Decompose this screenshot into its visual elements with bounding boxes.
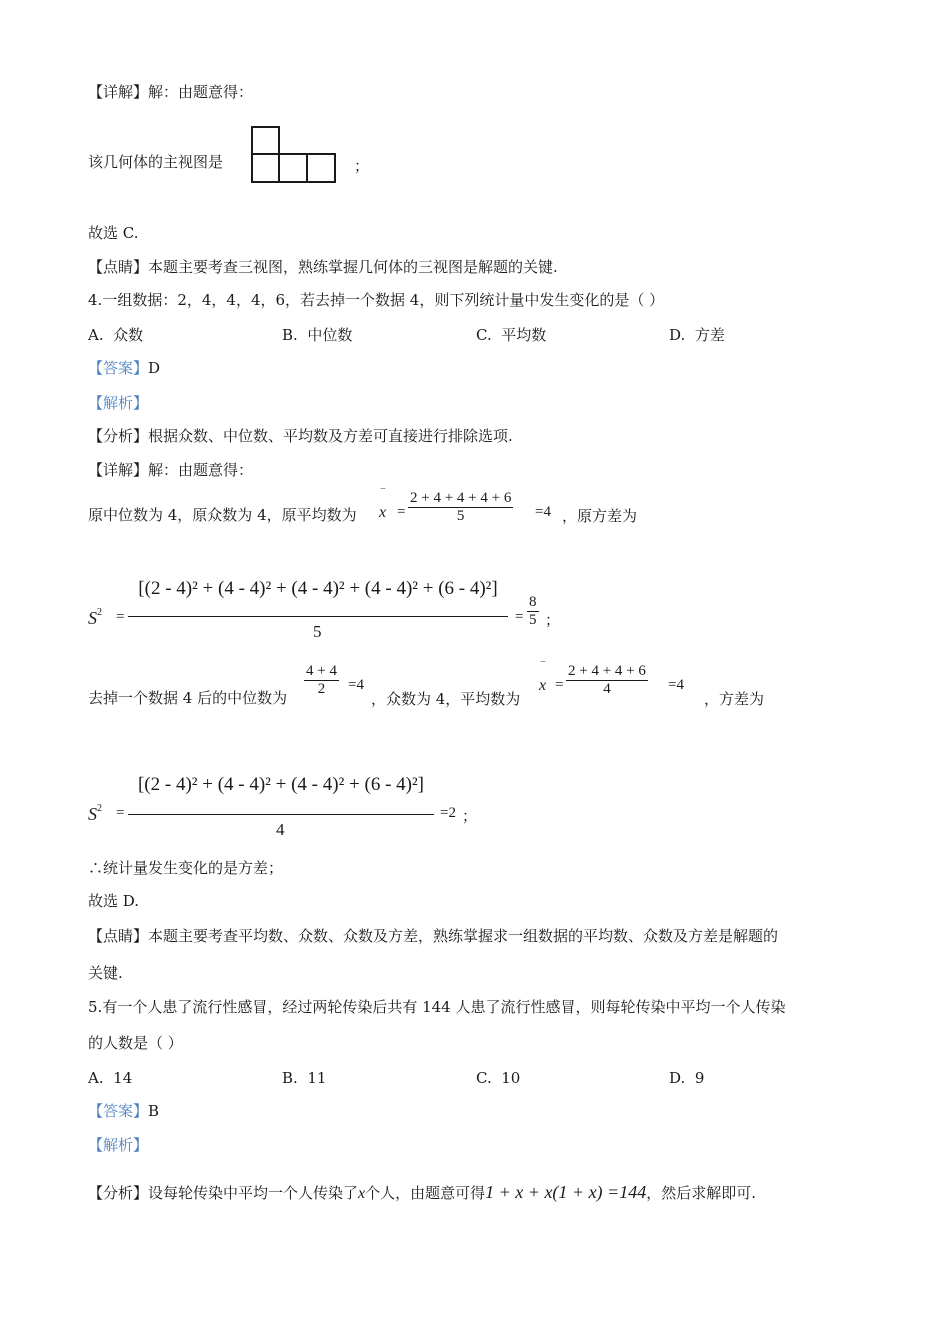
q5-stem-line1: 5.有一个人患了流行性感冒，经过两轮传染后共有 144 人患了流行性感冒，则每轮传染中平均一个人传染 — [88, 998, 786, 1016]
q4-stem-text: 一组数据：2，4，4，4，6，若去掉一个数据 4，则下列统计量中发生变化的是（ ） — [102, 291, 665, 309]
q4-analysis-tag: 【解析】 — [88, 394, 149, 412]
main-view-line — [88, 152, 223, 172]
variance1-denominator: 5 — [313, 622, 322, 641]
detail-tag: 【详解】 — [88, 83, 149, 101]
detail-text: 解：由题意得： — [148, 83, 254, 101]
s2-symbol-2: $S^2$ — [88, 803, 102, 824]
q5-analysis-tag: 【解析】 — [88, 1136, 149, 1154]
answer-value: D — [148, 359, 161, 377]
mean2-fraction: $\frac{2 + 4 + 4 + 6}{4}$ — [568, 663, 646, 697]
main-view-text: 该几何体的主视图是 — [88, 153, 224, 171]
detail-line-3 — [88, 82, 253, 102]
q4-choose: 故选 D. — [88, 892, 140, 910]
variance1-numerator: [(2 - 4)² + (4 - 4)² + (4 - 4)² + (4 - 4)² + (6 - 4)²] — [138, 578, 498, 599]
q4-option-b: B. 中位数 — [282, 326, 353, 344]
variance2-denominator: 4 — [276, 820, 285, 839]
q4-fenxi-line: 【分析】根据众数、中位数、平均数及方差可直接进行排除选项. — [88, 427, 513, 445]
q4-number: 4. — [88, 291, 103, 309]
choose-c: 故选 C. — [88, 224, 139, 242]
semicolon: ； — [354, 157, 370, 175]
q4-option-a: A. 众数 — [88, 326, 144, 344]
mean1-fraction: $\frac{2 + 4 + 4 + 4 + 6}{5}$ — [410, 490, 512, 524]
q5-option-c: C. 10 — [476, 1069, 521, 1087]
q4-answer-line — [88, 358, 160, 378]
mean-symbol: x — [379, 504, 387, 521]
q5-fenxi-line: 【分析】设每轮传染中平均一个人传染了x个人，由题意可得1 + x + x(1 + x) =144，然后求解即可. — [88, 1182, 756, 1202]
q5-option-b: B. 11 — [282, 1069, 327, 1087]
q4-comment-line2: 关键. — [88, 964, 123, 982]
median-fraction: $\frac{4 + 4}{2}$ — [306, 663, 337, 697]
q4-orig-line: 原中位数为 4，原众数为 4，原平均数为 — [88, 506, 357, 524]
q4-stem — [88, 290, 664, 310]
q4-option-c: C. 平均数 — [476, 326, 547, 344]
comment-line-3 — [88, 257, 558, 277]
q5-option-a: A. 14 — [88, 1069, 133, 1087]
q5-option-d: D. 9 — [669, 1069, 705, 1087]
q4-comment-line: 【点睛】本题主要考查平均数、众数、众数及方差，熟练掌握求一组数据的平均数、众数及方差是解题的 — [88, 927, 779, 945]
q4-conclusion: ∴统计量发生变化的是方差； — [88, 859, 284, 877]
q4-removed-line: 去掉一个数据 4 后的中位数为 — [88, 689, 288, 707]
comment-text: 本题主要考查三视图，熟练掌握几何体的三视图是解题的关键. — [148, 258, 558, 276]
q4-option-d: D. 方差 — [669, 326, 725, 344]
answer-tag: 【答案】 — [88, 359, 149, 377]
q5-stem-line2: 的人数是（ ） — [88, 1034, 183, 1052]
q5-answer-line: 【答案】B — [88, 1102, 160, 1120]
variance1-result: $\frac{8}{5}$ — [529, 594, 537, 628]
comment-tag: 【点睛】 — [88, 258, 149, 276]
q5-equation: 1 + x + x(1 + x) =144 — [485, 1182, 647, 1202]
q4-detail-line: 【详解】解：由题意得： — [88, 461, 254, 479]
variance2-numerator: [(2 - 4)² + (4 - 4)² + (4 - 4)² + (6 - 4)²] — [137, 774, 424, 795]
s2-symbol-1: $S^2$ — [88, 607, 102, 628]
